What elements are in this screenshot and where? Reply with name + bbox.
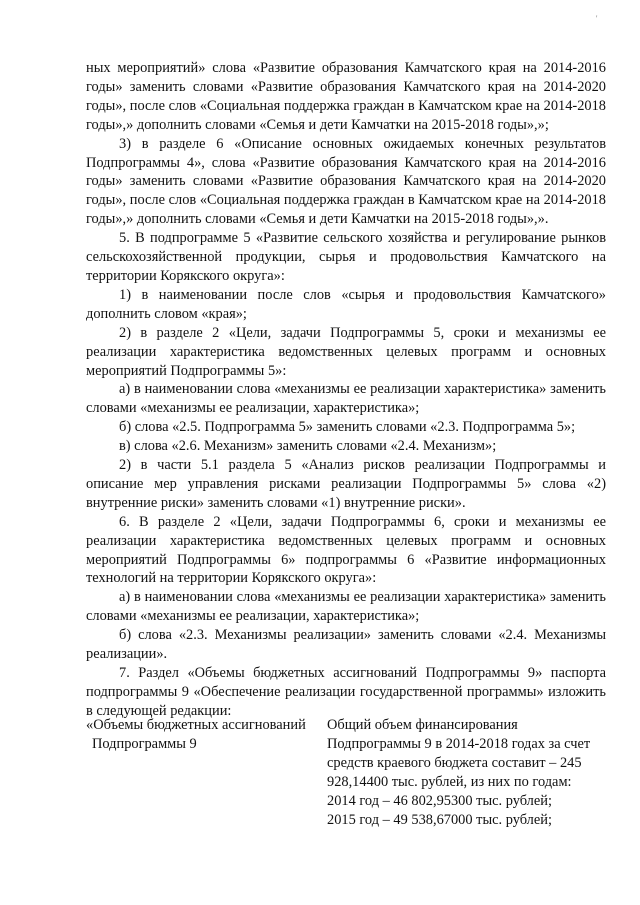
table-value-year: 2014 год – 46 802,95300 тыс. рублей;: [327, 792, 552, 809]
document-body: [86, 59, 606, 721]
paragraph: 5. В подпрограмме 5 «Развитие сельского хозяйства и регулирование рынков сельскохозяйственной продукции, сырья и продовольствия Камчатского на территории Корякского округа»:: [86, 230, 606, 284]
paragraph: а) в наименовании слова «механизмы ее реализации характеристика» заменить словами «механизмы ее реализации, характеристика»;: [86, 381, 606, 417]
table-value-intro: Общий объем финансирования Подпрограммы 9 в 2014-2018 годах за счет средств краевого бюджета составит – 245 928,14400 тыс. рублей, из них по годам:: [327, 717, 591, 790]
paragraph: а) в наименовании слова «механизмы ее реализации характеристика» заменить словами «механизмы ее реализации, характеристика»;: [86, 589, 606, 625]
paragraph: 7. Раздел «Объемы бюджетных ассигнований Подпрограммы 9» паспорта подпрограммы 9 «Обеспечение реализации государственной программы» изложить в следующей редакции:: [86, 665, 606, 719]
table-label-cell: [86, 716, 324, 754]
table-value-cell: [327, 716, 606, 829]
paragraph: в) слова «2.6. Механизм» заменить словами «2.4. Механизм»;: [119, 438, 497, 455]
paragraph: 2) в части 5.1 раздела 5 «Анализ рисков реализации Подпрограммы и описание мер управления рисками реализации Подпрограммы 5» слова «2) внутренние риски» заменить словами «1) внутренние риски».: [86, 457, 606, 511]
scan-speck: ': [596, 14, 598, 23]
paragraph: 2) в разделе 2 «Цели, задачи Подпрограммы 5, сроки и механизмы ее реализации характеристика ведомственных целевых программ и основных мероприятий Подпрограммы 5»:: [86, 324, 606, 379]
paragraph: б) слова «2.5. Подпрограмма 5» заменить словами «2.3. Подпрограмма 5»;: [119, 419, 576, 436]
table-label-line: Подпрограммы 9: [92, 735, 197, 752]
table-label-line: «Объемы бюджетных ассигнований: [86, 717, 306, 733]
paragraph: 6. В разделе 2 «Цели, задачи Подпрограммы 6, сроки и механизмы ее реализации характеристика ведомственных целевых программ и основных мероприятий Подпрограммы 6» подпрограммы 6 «Развитие информационных технологий на территории Корякского округа»:: [86, 513, 606, 587]
paragraph: 1) в наименовании после слов «сырья и продовольствия Камчатского» дополнить словом «края»;: [86, 286, 606, 322]
table-value-year: 2015 год – 49 538,67000 тыс. рублей;: [327, 811, 552, 828]
paragraph: б) слова «2.3. Механизмы реализации» заменить словами «2.4. Механизмы реализации».: [86, 627, 606, 663]
paragraph: ных мероприятий» слова «Развитие образования Камчатского края на 2014-2016 годы» заменить словами «Развитие образования Камчатского края на 2014-2020 годы», после слов «Социальная поддержка граждан в Камчатском крае на 2014-2018 годы»,» дополнить словами «Семья и дети Камчатки на 2015-2018 годы»,»;: [86, 60, 606, 133]
paragraph: 3) в разделе 6 «Описание основных ожидаемых конечных результатов Подпрограммы 4», слова «Развитие образования Камчатского края на 2014-2016 годы» заменить словами «Развитие образования Камчатского края на 2014-2020 годы», после слов «Социальная поддержка граждан в Камчатском крае на 2014-2018 годы»,» дополнить словами «Семья и дети Камчатки на 2015-2018 годы»,».: [86, 135, 606, 228]
